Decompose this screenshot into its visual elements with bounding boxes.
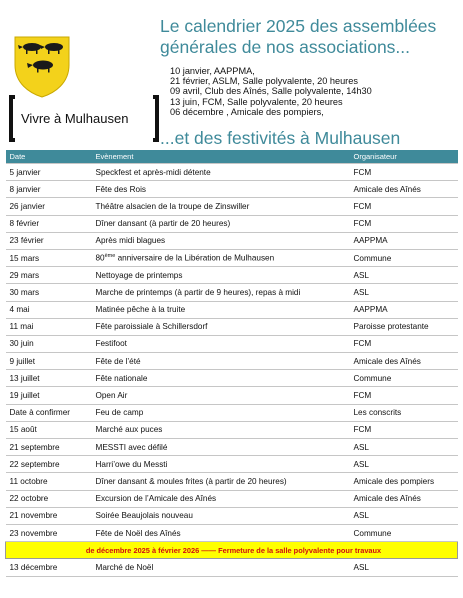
table-row bbox=[6, 439, 458, 456]
table-row bbox=[6, 473, 458, 490]
row-organizer: FCM bbox=[350, 164, 458, 181]
row-organizer: ASL bbox=[350, 284, 458, 301]
table-row bbox=[6, 181, 458, 198]
row-event: Open Air bbox=[92, 387, 350, 404]
row-date: 9 juillet bbox=[6, 353, 92, 370]
row-event bbox=[92, 249, 350, 266]
row-organizer: AAPPMA bbox=[350, 301, 458, 318]
row-event: MESSTI avec défilé bbox=[92, 439, 350, 456]
table-row bbox=[6, 559, 458, 576]
row-date: 13 juillet bbox=[6, 370, 92, 387]
meeting-item: 10 janvier, AAPPMA, bbox=[170, 66, 255, 76]
row-organizer: FCM bbox=[350, 335, 458, 352]
row-date: 22 octobre bbox=[6, 490, 92, 507]
row-organizer: Commune bbox=[350, 370, 458, 387]
meeting-item: 13 juin, FCM, Salle polyvalente, 20 heures bbox=[170, 96, 343, 107]
event-number: 80 bbox=[95, 253, 105, 263]
row-date: 5 janvier bbox=[6, 164, 92, 181]
row-organizer: Amicale des Aînés bbox=[350, 181, 458, 198]
coat-of-arms-icon bbox=[13, 35, 71, 99]
table-row bbox=[6, 353, 458, 370]
meeting-item: 09 avril, Club des Aînés, Salle polyvalente, 14h30 bbox=[170, 86, 372, 97]
row-date: 30 juin bbox=[6, 335, 92, 352]
meeting-item: 06 décembre , Amicale des pompiers, bbox=[170, 106, 324, 117]
row-organizer: FCM bbox=[350, 215, 458, 232]
row-date: Date à confirmer bbox=[6, 404, 92, 421]
row-date: 22 septembre bbox=[6, 456, 92, 473]
header-organizer: Organisateur bbox=[350, 150, 458, 164]
row-event: Nettoyage de printemps bbox=[92, 267, 350, 284]
row-event: Fête de l’été bbox=[92, 353, 350, 370]
row-date: 13 décembre bbox=[6, 559, 92, 576]
row-organizer: ASL bbox=[350, 456, 458, 473]
row-event: Théâtre alsacien de la troupe de Zinswiller bbox=[92, 198, 350, 215]
row-date: 4 mai bbox=[6, 301, 92, 318]
table-row bbox=[6, 335, 458, 352]
row-event: Fête nationale bbox=[92, 370, 350, 387]
row-date: 15 août bbox=[6, 421, 92, 438]
row-organizer: ASL bbox=[350, 507, 458, 524]
table-header-row bbox=[6, 150, 458, 164]
row-event: Excursion de l’Amicale des Aînés bbox=[92, 490, 350, 507]
row-organizer: FCM bbox=[350, 421, 458, 438]
table-row bbox=[6, 318, 458, 335]
village-label-box bbox=[9, 95, 159, 142]
table-row bbox=[6, 421, 458, 438]
left-bracket bbox=[9, 95, 15, 142]
row-date: 21 septembre bbox=[6, 439, 92, 456]
row-date: 8 février bbox=[6, 215, 92, 232]
table-row bbox=[6, 232, 458, 249]
row-organizer: ASL bbox=[350, 559, 458, 576]
table-row bbox=[6, 524, 458, 541]
table-row bbox=[6, 267, 458, 284]
row-event: Festifoot bbox=[92, 335, 350, 352]
row-date: 8 janvier bbox=[6, 181, 92, 198]
table-row bbox=[6, 301, 458, 318]
row-date: 30 mars bbox=[6, 284, 92, 301]
row-organizer: FCM bbox=[350, 387, 458, 404]
meeting-item: 21 février, ASLM, Salle polyvalente, 20 heures bbox=[170, 76, 358, 87]
row-event: Marché de Noël bbox=[92, 559, 350, 576]
row-date: 23 février bbox=[6, 232, 92, 249]
row-date: 11 octobre bbox=[6, 473, 92, 490]
table-row bbox=[6, 404, 458, 421]
row-organizer: Les conscrits bbox=[350, 404, 458, 421]
event-text: anniversaire de la Libération de Mulhausen bbox=[115, 253, 275, 263]
table-row bbox=[6, 490, 458, 507]
row-date: 23 novembre bbox=[6, 524, 92, 541]
table-row bbox=[6, 249, 458, 266]
row-date: 19 juillet bbox=[6, 387, 92, 404]
table-row bbox=[6, 387, 458, 404]
row-event: Soirée Beaujolais nouveau bbox=[92, 507, 350, 524]
row-organizer: Amicale des Aînés bbox=[350, 490, 458, 507]
meetings-list bbox=[170, 66, 372, 117]
table-row bbox=[6, 164, 458, 181]
row-date: 29 mars bbox=[6, 267, 92, 284]
header-date: Date bbox=[6, 150, 92, 164]
row-event: Dîner dansant & moules frites (à partir de 20 heures) bbox=[92, 473, 350, 490]
table-row bbox=[6, 370, 458, 387]
row-event: Speckfest et après-midi détente bbox=[92, 164, 350, 181]
row-event: Dîner dansant (à partir de 20 heures) bbox=[92, 215, 350, 232]
row-event: Fête des Rois bbox=[92, 181, 350, 198]
title-line: Le calendrier 2025 des assemblées bbox=[160, 16, 437, 36]
festivities-subtitle: ...et des festivités à Mulhausen bbox=[160, 128, 401, 148]
events-table bbox=[5, 150, 458, 577]
row-event: Feu de camp bbox=[92, 404, 350, 421]
table-row bbox=[6, 198, 458, 215]
table-row bbox=[6, 215, 458, 232]
title-line: générales de nos associations... bbox=[160, 37, 411, 57]
row-organizer: Paroisse protestante bbox=[350, 318, 458, 335]
row-organizer: Amicale des Aînés bbox=[350, 353, 458, 370]
row-event: Fête de Noël des Aînés bbox=[92, 524, 350, 541]
row-organizer: ASL bbox=[350, 439, 458, 456]
row-organizer: Commune bbox=[350, 524, 458, 541]
row-event: Marche de printemps (à partir de 9 heures), repas à midi bbox=[92, 284, 350, 301]
row-event: Marché aux puces bbox=[92, 421, 350, 438]
table-row bbox=[6, 507, 458, 524]
row-date: 26 janvier bbox=[6, 198, 92, 215]
row-date: 15 mars bbox=[6, 249, 92, 266]
row-date: 11 mai bbox=[6, 318, 92, 335]
row-organizer: ASL bbox=[350, 267, 458, 284]
village-label: Vivre à Mulhausen bbox=[21, 111, 129, 126]
header-event: Evènement bbox=[92, 150, 350, 164]
row-event: Harri’owe du Messti bbox=[92, 456, 350, 473]
page-title bbox=[160, 16, 460, 58]
row-organizer: Amicale des pompiers bbox=[350, 473, 458, 490]
table-row bbox=[6, 456, 458, 473]
row-date: 21 novembre bbox=[6, 507, 92, 524]
closure-notice: de décembre 2025 à février 2026 —— Fermeture de la salle polyvalente pour travaux bbox=[6, 542, 458, 559]
row-event: Après midi blagues bbox=[92, 232, 350, 249]
closure-notice-row bbox=[6, 542, 458, 559]
event-ordinal: ème bbox=[104, 253, 116, 260]
row-organizer: AAPPMA bbox=[350, 232, 458, 249]
row-event: Fête paroissiale à Schillersdorf bbox=[92, 318, 350, 335]
row-organizer: FCM bbox=[350, 198, 458, 215]
right-bracket bbox=[153, 95, 159, 142]
row-organizer: Commune bbox=[350, 249, 458, 266]
row-event: Matinée pêche à la truite bbox=[92, 301, 350, 318]
table-row bbox=[6, 284, 458, 301]
